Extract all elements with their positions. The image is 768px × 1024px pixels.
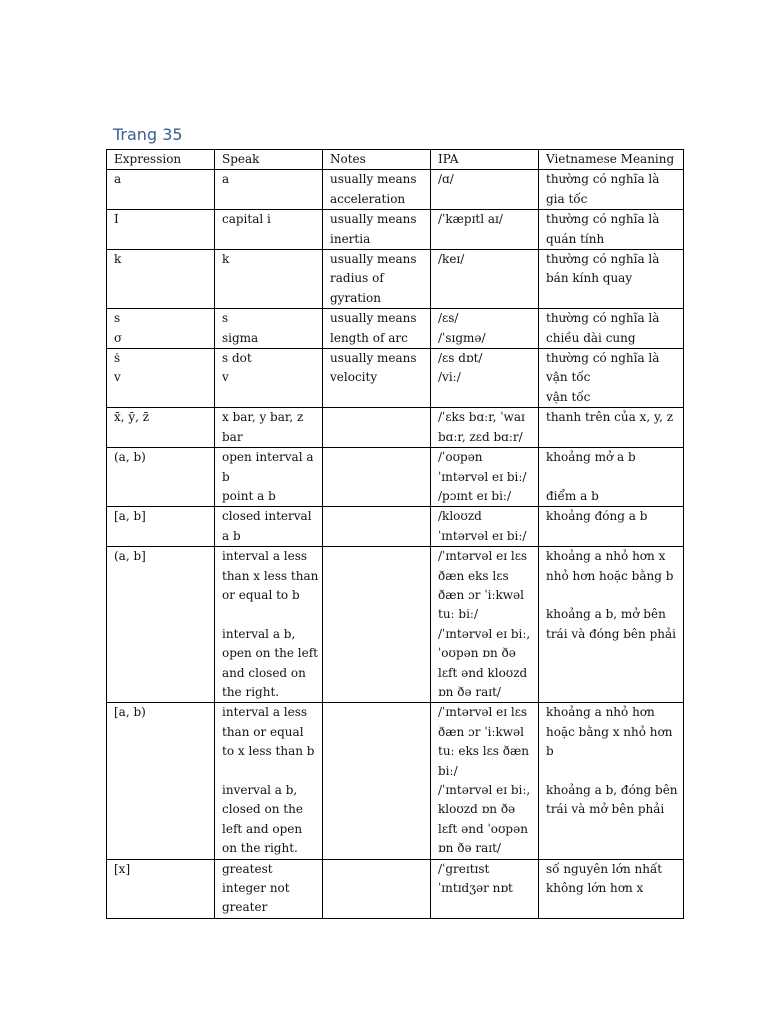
cell-expression: [a, b] (107, 507, 215, 547)
cell-vietnamese-meaning: khoảng mở a b điểm a b (539, 448, 684, 507)
cell-notes (323, 703, 431, 859)
cell-notes (323, 507, 431, 547)
table-row (107, 210, 684, 250)
cell-notes: usually means velocity (323, 349, 431, 408)
cell-speak: capital i (215, 210, 323, 250)
cell-expression: (a, b] (107, 547, 215, 703)
header-expression: Expression (107, 150, 215, 170)
cell-vietnamese-meaning: khoảng đóng a b (539, 507, 684, 547)
cell-notes (323, 547, 431, 703)
cell-ipa: /ˈgreɪtɪst ˈɪntɪdʒər nɒt (431, 859, 539, 918)
cell-notes (323, 448, 431, 507)
table-row (107, 859, 684, 918)
cell-speak: closed interval a b (215, 507, 323, 547)
table-row (107, 507, 684, 547)
cell-speak: x bar, y bar, z bar (215, 408, 323, 448)
cell-notes: usually means inertia (323, 210, 431, 250)
cell-ipa: /kloʊzd ˈɪntərvəl eɪ biː/ (431, 507, 539, 547)
cell-vietnamese-meaning: thường có nghĩa là quán tính (539, 210, 684, 250)
cell-ipa: /ɑ/ (431, 170, 539, 210)
table-row (107, 309, 684, 349)
cell-vietnamese-meaning: thanh trên của x, y, z (539, 408, 684, 448)
table-row (107, 349, 684, 408)
cell-ipa: /ˈoʊpən ˈɪntərvəl eɪ biː/ /pɔɪnt eɪ biː/ (431, 448, 539, 507)
cell-notes: usually means acceleration (323, 170, 431, 210)
cell-vietnamese-meaning: khoảng a nhỏ hơn x nhỏ hơn hoặc bằng b khoảng a b, mở bên trái và đóng bên phải (539, 547, 684, 703)
cell-vietnamese-meaning: khoảng a nhỏ hơn hoặc bằng x nhỏ hơn b khoảng a b, đóng bên trái và mở bên phải (539, 703, 684, 859)
cell-expression: [a, b) (107, 703, 215, 859)
cell-expression: s σ (107, 309, 215, 349)
page-title: Trang 35 (113, 125, 183, 144)
cell-vietnamese-meaning: thường có nghĩa là bán kính quay (539, 250, 684, 309)
cell-expression: [x] (107, 859, 215, 918)
header-ipa: IPA (431, 150, 539, 170)
cell-expression: k (107, 250, 215, 309)
cell-vietnamese-meaning: thường có nghĩa là chiều dài cung (539, 309, 684, 349)
table-header-row (107, 150, 684, 170)
table-row (107, 547, 684, 703)
cell-expression: (a, b) (107, 448, 215, 507)
cell-notes (323, 859, 431, 918)
cell-ipa: /ˈɪntərvəl eɪ lɛs ðæn ɔr ˈiːkwəl tuː eks lɛs ðæn biː/ /ˈɪntərvəl eɪ biː, kloʊzd ɒn ðə lɛft ənd ˈoʊpən ɒn ðə raɪt/ (431, 703, 539, 859)
table-row (107, 250, 684, 309)
cell-expression: ṡ v (107, 349, 215, 408)
cell-ipa: /ɛs/ /ˈsɪgmə/ (431, 309, 539, 349)
cell-notes: usually means length of arc (323, 309, 431, 349)
cell-ipa: /ˈkæpɪtl aɪ/ (431, 210, 539, 250)
cell-speak: interval a less than x less than or equal to b interval a b, open on the left and closed on the right. (215, 547, 323, 703)
cell-vietnamese-meaning: số nguyên lớn nhất không lớn hơn x (539, 859, 684, 918)
table-row (107, 170, 684, 210)
cell-speak: s dot v (215, 349, 323, 408)
header-speak: Speak (215, 150, 323, 170)
table-row (107, 448, 684, 507)
cell-expression: x̄, ȳ, z̄ (107, 408, 215, 448)
cell-speak: a (215, 170, 323, 210)
table-row (107, 703, 684, 859)
vocabulary-table (106, 149, 684, 919)
header-notes: Notes (323, 150, 431, 170)
header-vietnamese-meaning: Vietnamese Meaning (539, 150, 684, 170)
cell-vietnamese-meaning: thường có nghĩa là vận tốc vận tốc (539, 349, 684, 408)
cell-expression: a (107, 170, 215, 210)
cell-speak: s sigma (215, 309, 323, 349)
cell-vietnamese-meaning: thường có nghĩa là gia tốc (539, 170, 684, 210)
cell-notes: usually means radius of gyration (323, 250, 431, 309)
cell-speak: open interval a b point a b (215, 448, 323, 507)
cell-ipa: /ˈɛks bɑːr, ˈwaɪ bɑːr, zɛd bɑːr/ (431, 408, 539, 448)
cell-expression: I (107, 210, 215, 250)
cell-ipa: /ˈɪntərvəl eɪ lɛs ðæn eks lɛs ðæn ɔr ˈiːkwəl tuː biː/ /ˈɪntərvəl eɪ biː, ˈoʊpən ɒn ðə lɛft ənd kloʊzd ɒn ðə raɪt/ (431, 547, 539, 703)
cell-ipa: /keɪ/ (431, 250, 539, 309)
cell-ipa: /ɛs dɒt/ /viː/ (431, 349, 539, 408)
cell-notes (323, 408, 431, 448)
cell-speak: interval a less than or equal to x less than b inverval a b, closed on the left and open on the right. (215, 703, 323, 859)
table-row (107, 408, 684, 448)
cell-speak: k (215, 250, 323, 309)
cell-speak: greatest integer not greater (215, 859, 323, 918)
